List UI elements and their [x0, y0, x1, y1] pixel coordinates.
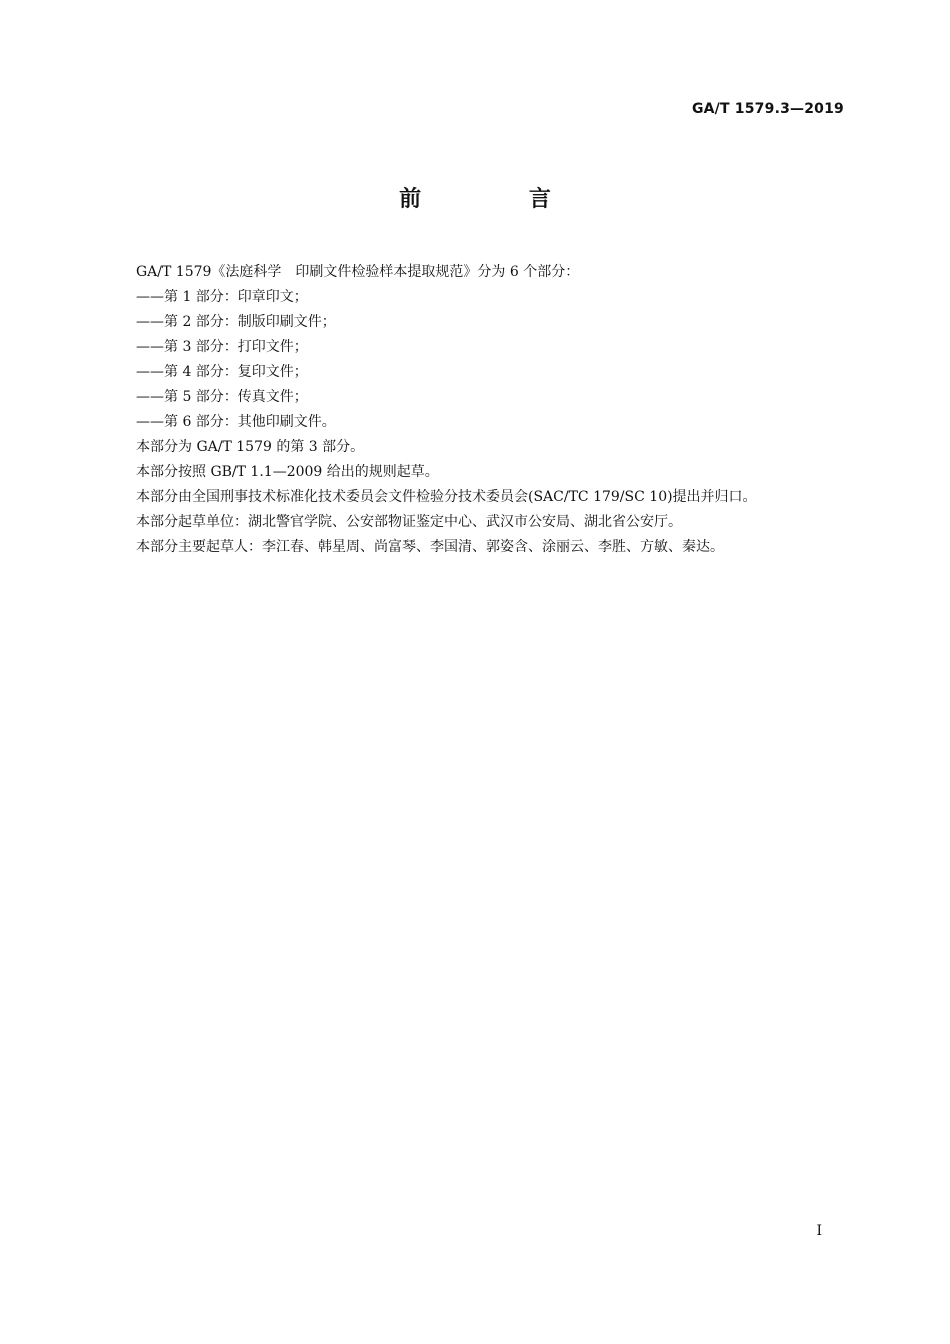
proposed-by-paragraph: 本部分由全国刑事技术标准化技术委员会文件检验分技术委员会(SAC/TC 179/SC 10)提出并归口。	[136, 489, 757, 505]
part-list-item: ——第 4 部分：复印文件；	[136, 364, 308, 380]
part-list-item: ——第 6 部分：其他印刷文件。	[136, 414, 336, 430]
drafters-paragraph: 本部分主要起草人：李江春、韩星周、尚富琴、李国清、郭姿含、涂丽云、李胜、方敏、秦达。	[136, 539, 724, 555]
intro-paragraph: GA/T 1579《法庭科学 印刷文件检验样本提取规范》分为 6 个部分：	[136, 264, 580, 280]
part-list-item: ——第 2 部分：制版印刷文件；	[136, 314, 336, 330]
part-list-item: ——第 1 部分：印章印文；	[136, 289, 308, 305]
page-title: 前 言	[399, 187, 601, 212]
part-list-item: ——第 3 部分：打印文件；	[136, 339, 308, 355]
this-part-paragraph: 本部分为 GA/T 1579 的第 3 部分。	[136, 439, 365, 455]
foreword-body	[108, 260, 848, 560]
drafting-rules-paragraph: 本部分按照 GB/T 1.1—2009 给出的规则起草。	[136, 464, 439, 480]
page-number: I	[816, 1223, 822, 1239]
standard-code: GA/T 1579.3—2019	[691, 101, 844, 117]
part-list-item: ——第 5 部分：传真文件；	[136, 389, 308, 405]
drafting-units-paragraph: 本部分起草单位：湖北警官学院、公安部物证鉴定中心、武汉市公安局、湖北省公安厅。	[136, 514, 682, 530]
